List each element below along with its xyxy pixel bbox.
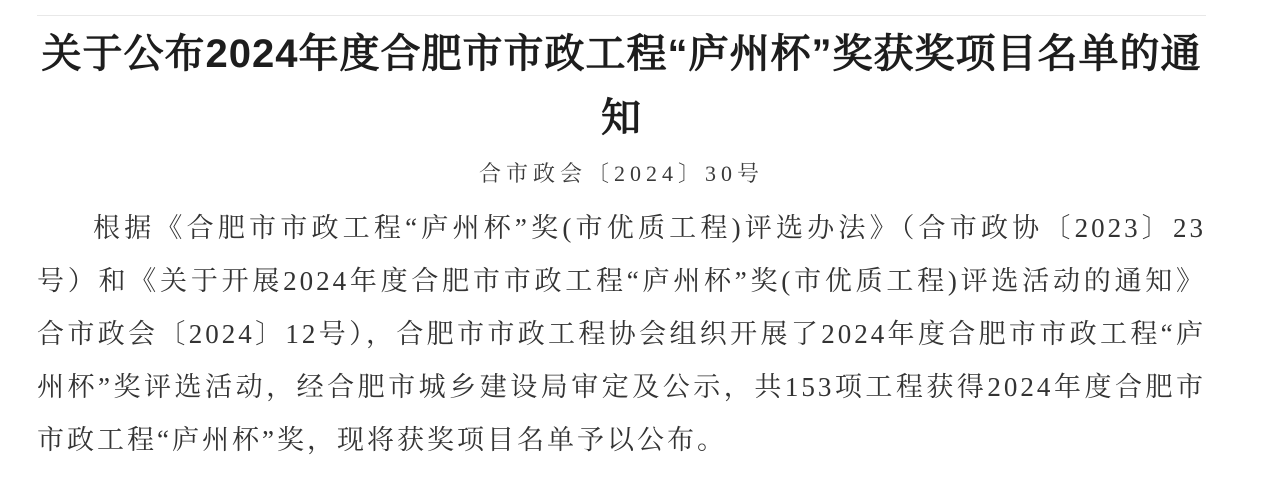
notice-title: 关于公布2024年度合肥市市政工程“庐州杯”奖获奖项目名单的通知 bbox=[41, 32, 1202, 140]
notice-document bbox=[37, 15, 1206, 467]
top-divider bbox=[37, 15, 1206, 16]
document-number: 合市政会〔2024〕30号 bbox=[478, 161, 764, 186]
notice-body-paragraph: 根据《合肥市市政工程“庐州杯”奖(市优质工程)评选办法》（合市政协〔2023〕23号）和《关于开展2024年度合肥市市政工程“庐州杯”奖(市优质工程)评选活动的通知》合市政会〔2024〕12号），合肥市市政工程协会组织开展了2024年度合肥市市政工程“庐州杯”奖评选活动，经合肥市城乡建设局审定及公示，共153项工程获得2024年度合肥市市政工程“庐州杯”奖，现将获奖项目名单予以公布。 bbox=[37, 213, 1206, 455]
